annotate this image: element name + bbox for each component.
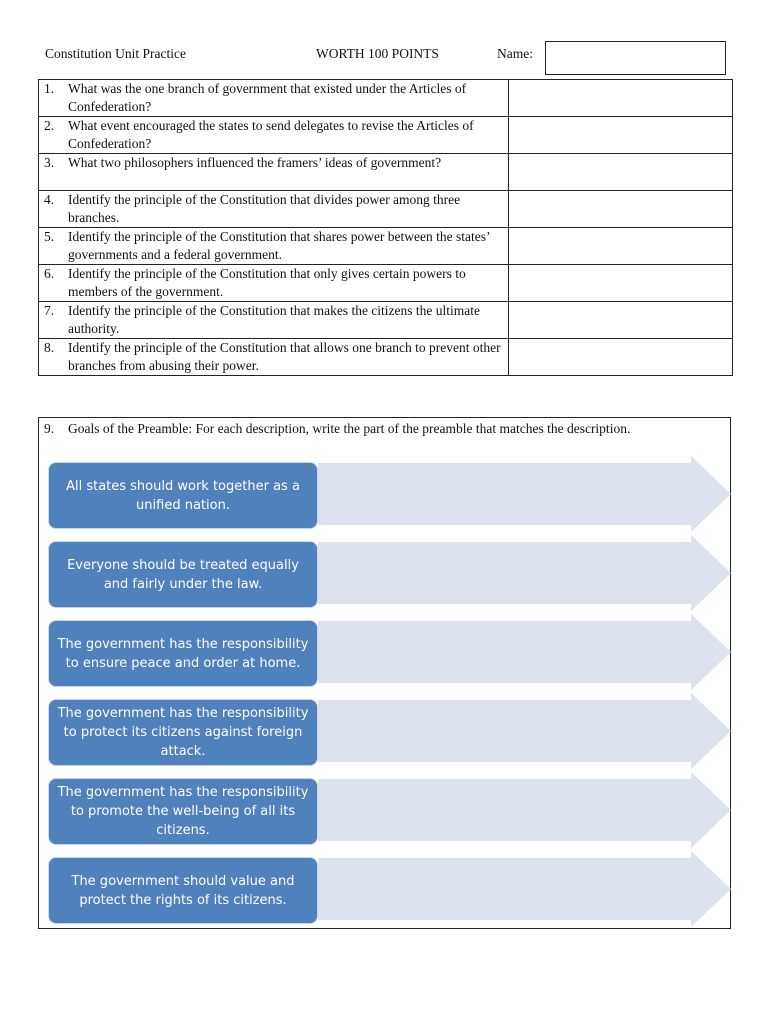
goal-description: The government should value and protect the rights of its citizens. <box>48 857 318 924</box>
goal-description: The government has the responsibility to promote the well-being of all its citizens. <box>48 778 318 845</box>
question-text: Identify the principle of the Constitution that shares power between the states’ governments and a federal government. <box>68 229 490 262</box>
question-number: 9. <box>44 421 55 436</box>
name-label: Name: <box>497 46 533 61</box>
question-row <box>39 117 733 154</box>
preamble-goal <box>48 456 732 532</box>
question-number: 5. <box>44 229 55 244</box>
answer-cell[interactable] <box>509 154 733 191</box>
preamble-goal <box>48 772 732 848</box>
goal-description: The government has the responsibility to protect its citizens against foreign attack. <box>48 699 318 766</box>
question-number: 4. <box>44 192 55 207</box>
answer-cell[interactable] <box>509 265 733 302</box>
answer-cell[interactable] <box>509 191 733 228</box>
points-worth: WORTH 100 POINTS <box>316 46 439 61</box>
preamble-goal <box>48 851 732 927</box>
goal-description: Everyone should be treated equally and fairly under the law. <box>48 541 318 608</box>
question-text: Identify the principle of the Constitution that makes the citizens the ultimate authority. <box>68 303 481 336</box>
question-text: Identify the principle of the Constitution that allows one branch to prevent other branches from abusing their power. <box>68 340 501 373</box>
question-text: Identify the principle of the Constitution that divides power among three branches. <box>68 192 461 225</box>
answer-cell[interactable] <box>509 228 733 265</box>
question-text: Identify the principle of the Constitution that only gives certain powers to members of the government. <box>68 266 466 299</box>
course-title: Constitution Unit Practice <box>45 46 186 61</box>
question-row <box>39 265 733 302</box>
questions-table <box>38 79 733 376</box>
question-number: 1. <box>44 81 55 96</box>
question-row <box>39 80 733 117</box>
question-number: 6. <box>44 266 55 281</box>
preamble-goal <box>48 693 732 769</box>
question-row <box>39 154 733 191</box>
question-number: 7. <box>44 303 55 318</box>
name-field[interactable] <box>545 41 726 75</box>
question-number: 8. <box>44 340 55 355</box>
answer-cell[interactable] <box>509 80 733 117</box>
preamble-goal <box>48 614 732 690</box>
answer-cell[interactable] <box>509 339 733 376</box>
question-row <box>39 191 733 228</box>
question-text: What event encouraged the states to send delegates to revise the Articles of Confederation? <box>68 118 474 151</box>
question-number: 2. <box>44 118 55 133</box>
question-row <box>39 302 733 339</box>
question-row <box>39 228 733 265</box>
question-row <box>39 339 733 376</box>
answer-cell[interactable] <box>509 117 733 154</box>
goal-description: All states should work together as a unified nation. <box>48 462 318 529</box>
goal-description: The government has the responsibility to ensure peace and order at home. <box>48 620 318 687</box>
preamble-instructions <box>44 420 724 438</box>
question-text: What was the one branch of government that existed under the Articles of Confederation? <box>68 81 467 114</box>
question-number: 3. <box>44 155 55 170</box>
question-text: Goals of the Preamble: For each description, write the part of the preamble that matches the description. <box>68 421 631 436</box>
preamble-section <box>38 417 731 929</box>
preamble-goal <box>48 535 732 611</box>
question-text: What two philosophers influenced the framers’ ideas of government? <box>68 155 442 170</box>
answer-cell[interactable] <box>509 302 733 339</box>
